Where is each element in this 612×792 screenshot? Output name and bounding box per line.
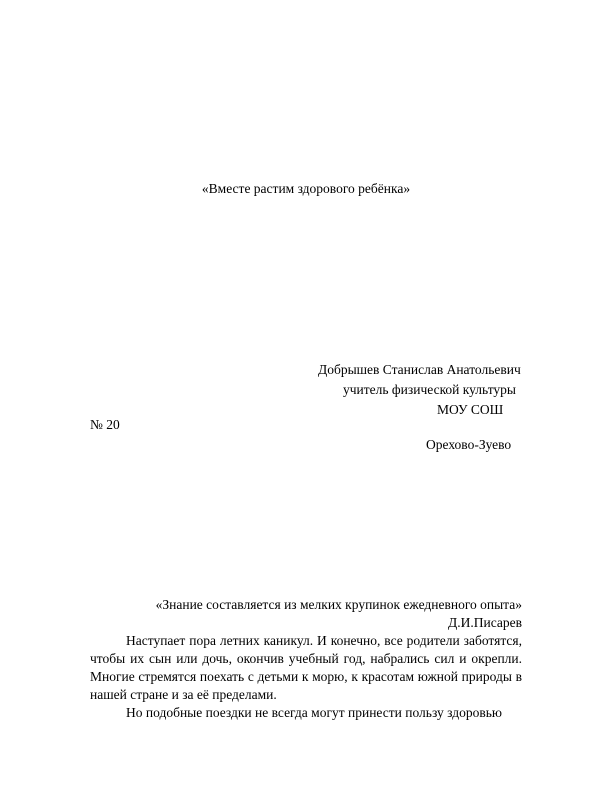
body-paragraph: Наступает пора летних каникул. И конечно, все родители заботятся, чтобы их сын или дочь, окончив учебный год, набрались сил и окрепли. Многие стремятся поехать с детьми к морю, к красотам южной природы в нашей стране и за её пределами. [90, 633, 522, 702]
body-paragraph: Но подобные поездки не всегда могут принести пользу здоровью [126, 705, 502, 720]
author-school: МОУ СОШ [437, 402, 504, 417]
author-school-number: № 20 [90, 417, 120, 432]
epigraph-author: Д.И.Писарев [448, 615, 522, 630]
epigraph-quote: «Знание составляется из мелких крупинок ежедневного опыта» [155, 597, 522, 612]
author-role: учитель физической культуры [343, 382, 516, 397]
author-city: Орехово-Зуево [426, 437, 512, 452]
document-title: «Вместе растим здорового ребёнка» [201, 181, 411, 196]
author-name: Добрышев Станислав Анатольевич [318, 362, 521, 377]
